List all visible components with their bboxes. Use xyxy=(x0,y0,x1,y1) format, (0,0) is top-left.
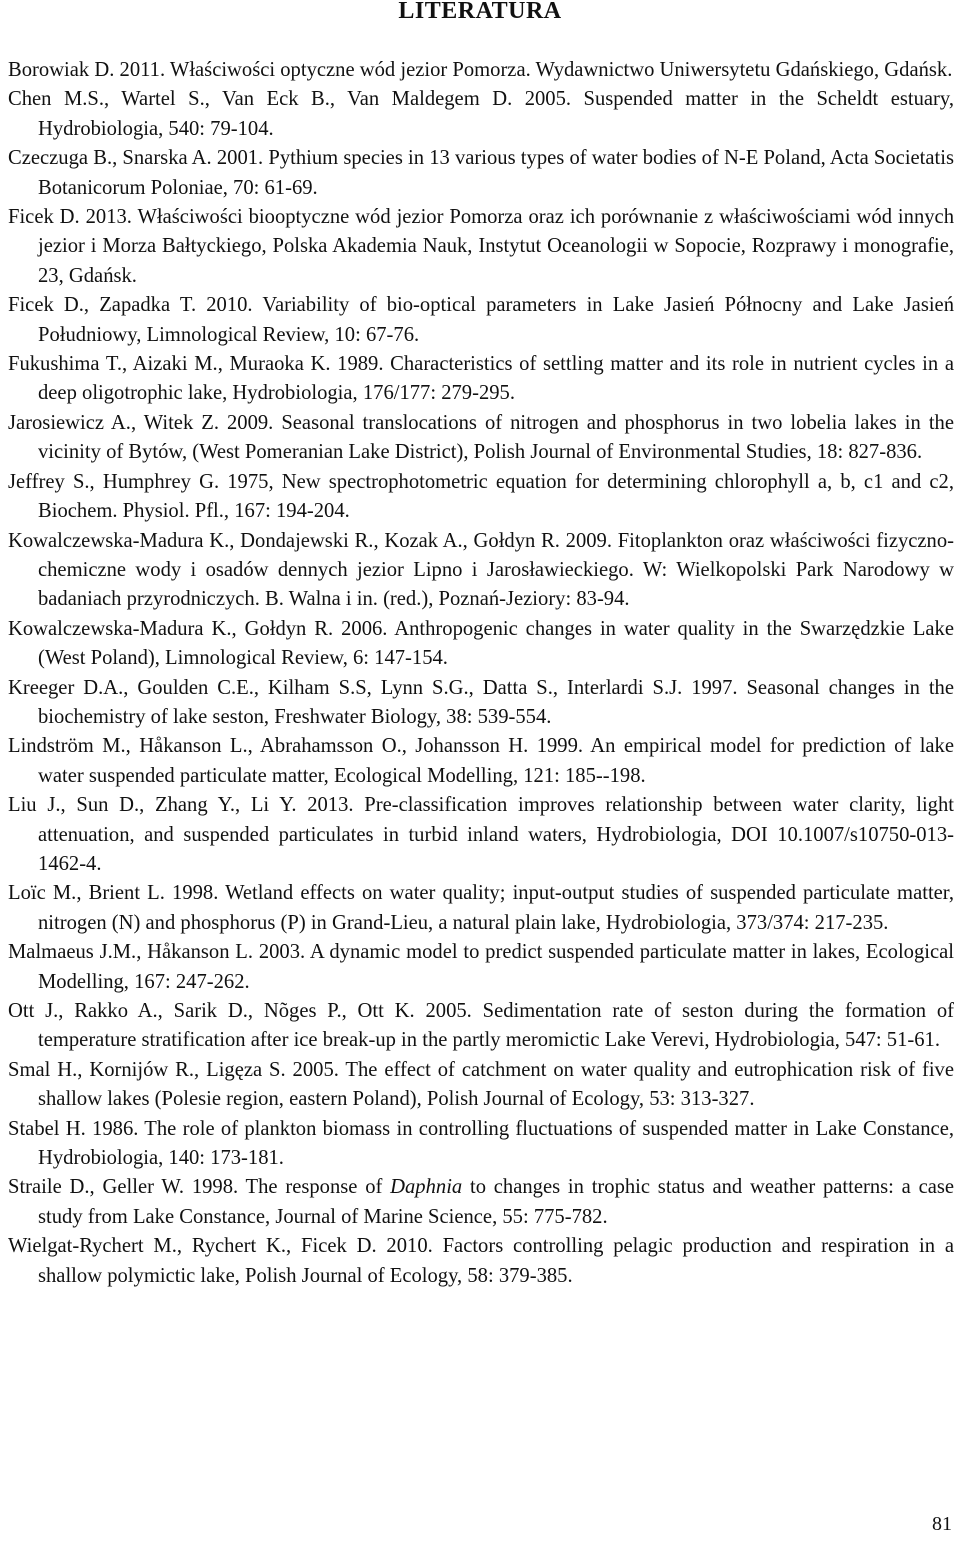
reference-item: Wielgat-Rychert M., Rychert K., Ficek D. 2010. Factors controlling pelagic production and respiration in a shallow polymictic lake, Polish Journal of Ecology, 58: 379-385. xyxy=(8,1235,954,1287)
reference-item: Kreeger D.A., Goulden C.E., Kilham S.S, Lynn S.G., Datta S., Interlardi S.J. 1997. Seasonal changes in the biochemistry of lake seston, Freshwater Biology, 38: 539-554. xyxy=(8,676,954,728)
page-number: 81 xyxy=(932,1513,952,1535)
reference-item xyxy=(8,1173,954,1232)
reference-item: Czeczuga B., Snarska A. 2001. Pythium species in 13 various types of water bodies of N-E Poland, Acta Societatis Botanicorum Poloniae, 70: 61-69. xyxy=(8,147,954,199)
reference-item: Borowiak D. 2011. Właściwości optyczne wód jezior Pomorza. Wydawnictwo Uniwersytetu Gdańskiego, Gdańsk. xyxy=(8,59,953,81)
reference-item: Liu J., Sun D., Zhang Y., Li Y. 2013. Pre-classification improves relationship between water clarity, light attenuation, and suspended particulates in turbid inland waters, Hydrobiologia, DOI 10.1007/s10750-013-1462-4. xyxy=(8,794,954,875)
reference-item: Smal H., Kornijów R., Ligęza S. 2005. The effect of catchment on water quality and eutrophication risk of five shallow lakes (Polesie region, eastern Poland), Polish Journal of Ecology, 53: 313-327. xyxy=(8,1058,954,1111)
reference-item: Kowalczewska-Madura K., Dondajewski R., Kozak A., Gołdyn R. 2009. Fitoplankton oraz właściwości fizyczno-chemiczne wody i osadów dennych jezior Lipno i Jarosławieckiego. W: Wielkopolski Park Narodowy w badaniach przyrodniczych. B. Walna i in. (red.), Poznań-Jeziory: 83-94. xyxy=(8,529,954,611)
reference-item: Loïc M., Brient L. 1998. Wetland effects on water quality; input-output studies of suspended particulate matter, nitrogen (N) and phosphorus (P) in Grand-Lieu, a natural plain lake, Hydrobiologia, 373/374: 217-235. xyxy=(8,882,954,934)
reference-item: Malmaeus J.M., Håkanson L. 2003. A dynamic model to predict suspended particulate matter in lakes, Ecological Modelling, 167: 247-262. xyxy=(8,941,954,993)
reference-item: Ficek D. 2013. Właściwości biooptyczne wód jezior Pomorza oraz ich porównanie z właściwościami wód innych jezior i Morza Bałtyckiego, Polska Akademia Nauk, Instytut Oceanologii w Sopocie, Rozprawy i monografie, 23, Gdańsk. xyxy=(8,206,954,287)
section-title: LITERATURA xyxy=(398,0,562,24)
reference-item: Fukushima T., Aizaki M., Muraoka K. 1989. Characteristics of settling matter and its role in nutrient cycles in a deep oligotrophic lake, Hydrobiologia, 176/177: 279-295. xyxy=(8,353,954,405)
reference-list xyxy=(8,56,954,1291)
reference-item: Ott J., Rakko A., Sarik D., Nõges P., Ott K. 2005. Sedimentation rate of seston during the formation of temperature stratification after ice break-up in the partly meromictic Lake Verevi, Hydrobiologia, 547: 51-61. xyxy=(8,1000,954,1052)
reference-item: Jarosiewicz A., Witek Z. 2009. Seasonal translocations of nitrogen and phosphorus in two lobelia lakes in the vicinity of Bytów, (West Pomeranian Lake District), Polish Journal of Environmental Studies, 18: 827-836. xyxy=(8,411,954,464)
reference-italic-species: Daphnia xyxy=(390,1176,463,1199)
reference-text-part: to changes in trophic status and weather patterns: a case study from Lake Constance, Journal of Marine Science, 55: 775-782. xyxy=(38,1176,955,1228)
reference-item: Lindström M., Håkanson L., Abrahamsson O., Johansson H. 1999. An empirical model for prediction of lake water suspended particulate matter, Ecological Modelling, 121: 185--198. xyxy=(8,735,954,787)
reference-text-part: Straile D., Geller W. 1998. The response of xyxy=(8,1176,391,1199)
reference-item: Jeffrey S., Humphrey G. 1975, New spectrophotometric equation for determining chlorophyll a, b, c1 and c2, Biochem. Physiol. Pfl., 167: 194-204. xyxy=(8,470,954,523)
reference-item: Chen M.S., Wartel S., Van Eck B., Van Maldegem D. 2005. Suspended matter in the Scheldt estuary, Hydrobiologia, 540: 79-104. xyxy=(8,88,954,140)
reference-item: Ficek D., Zapadka T. 2010. Variability of bio-optical parameters in Lake Jasień Północny and Lake Jasień Południowy, Limnological Review, 10: 67-76. xyxy=(8,294,954,346)
reference-item: Stabel H. 1986. The role of plankton biomass in controlling fluctuations of suspended matter in Lake Constance, Hydrobiologia, 140: 173-181. xyxy=(8,1117,954,1170)
reference-item: Kowalczewska-Madura K., Gołdyn R. 2006. Anthropogenic changes in water quality in the Swarzędzkie Lake (West Poland), Limnological Review, 6: 147-154. xyxy=(8,617,954,670)
